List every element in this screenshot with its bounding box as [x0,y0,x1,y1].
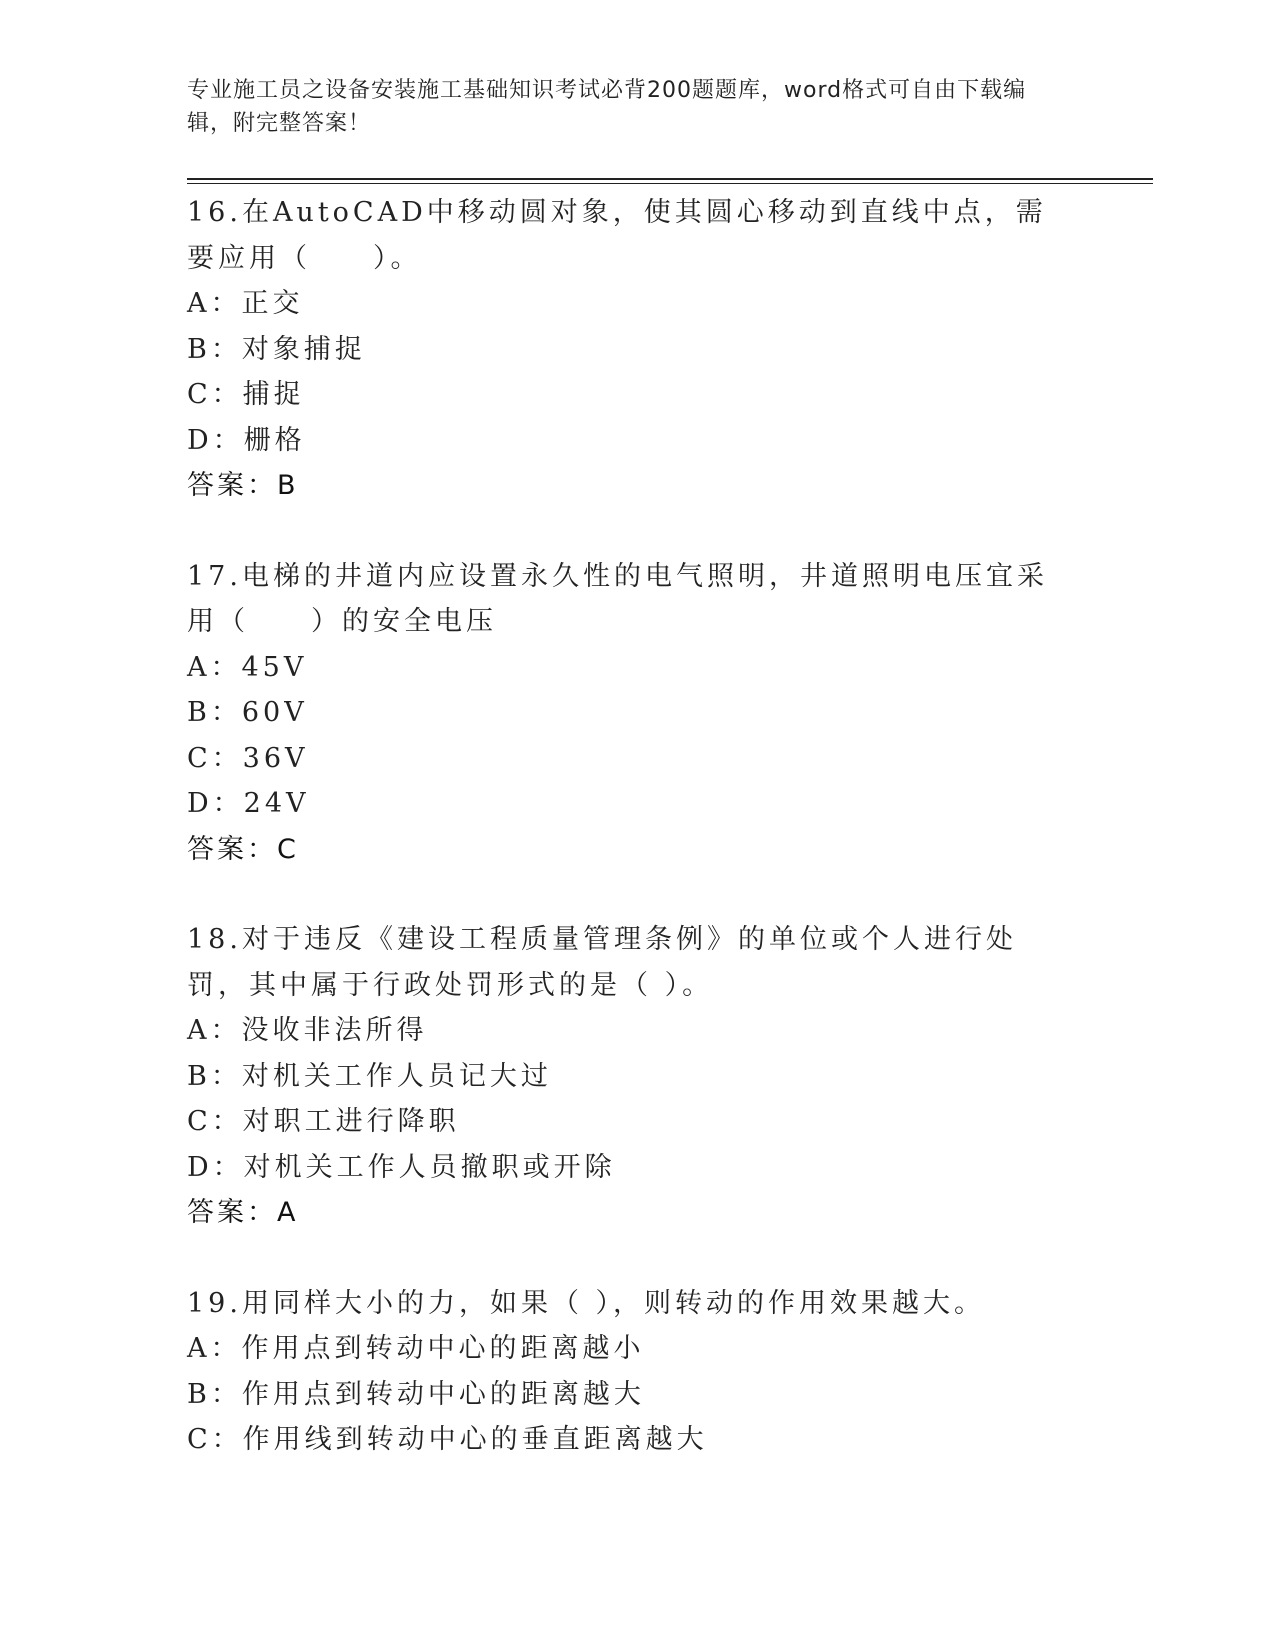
option-d [187,1145,1087,1191]
option-letter: A： [187,651,242,683]
option-text: 36V [242,742,309,774]
option-a [187,1326,1087,1372]
option-a [187,645,1087,691]
option-d [187,781,1087,827]
option-text: 对职工进行降职 [242,1106,460,1137]
option-text: 正交 [241,288,304,319]
option-d [187,418,1087,464]
option-b [187,327,1087,373]
question-text: 18.对于违反《建设工程质量管理条例》的单位或个人进行处罚，其中属于行政处罚形式的是（ ）。 [187,924,1017,1001]
option-c [187,372,1087,418]
option-text: 作用点到转动中心的距离越大 [241,1378,645,1410]
answer-line: 答案：B [187,470,299,501]
question-text: 17.电梯的井道内应设置永久性的电气照明，井道照明电压宜采用（ ）的安全电压 [187,560,1048,637]
question-16 [187,190,1087,509]
option-letter: A： [187,288,242,319]
option-b [187,1054,1087,1100]
option-text: 对象捕捉 [241,333,366,365]
option-text: 没收非法所得 [241,1015,428,1046]
option-text: 对机关工作人员记大过 [241,1060,552,1092]
option-letter: C： [187,742,243,774]
option-letter: B： [187,1060,242,1092]
option-letter: D： [187,788,244,819]
option-a [187,281,1087,327]
option-text: 栅格 [243,424,306,456]
option-letter: D： [187,1151,244,1183]
option-c [187,1099,1087,1145]
option-letter: C： [187,1106,243,1137]
question-17 [187,554,1087,873]
option-text: 60V [241,697,308,728]
option-letter: C： [187,1424,243,1455]
header-rule-top [187,178,1153,180]
question-list [187,190,1087,1508]
option-text: 作用点到转动中心的距离越小 [241,1333,645,1364]
question-text: 16.在AutoCAD中移动圆对象，使其圆心移动到直线中点，需要应用（ ）。 [187,197,1047,274]
answer-line: 答案：A [187,1197,299,1228]
option-text: 对机关工作人员撤职或开除 [243,1151,616,1183]
option-letter: B： [187,697,242,728]
answer-line: 答案：C [187,833,299,865]
question-19 [187,1281,1087,1463]
question-18 [187,917,1087,1236]
option-b [187,1372,1087,1418]
header-rule-bottom [187,183,1153,184]
option-letter: C： [187,379,243,410]
option-text: 捕捉 [242,379,305,410]
option-text: 45V [241,651,308,683]
option-letter: D： [187,424,244,456]
option-text: 24V [243,788,310,819]
option-letter: A： [187,1333,242,1364]
option-c [187,736,1087,782]
option-b [187,690,1087,736]
option-letter: B： [187,1378,242,1410]
option-a [187,1008,1087,1054]
option-c [187,1417,1087,1463]
option-text: 作用线到转动中心的垂直距离越大 [242,1424,708,1455]
page-header-title: 专业施工员之设备安装施工基础知识考试必背200题题库，word格式可自由下载编辑，附完整答案！ [187,78,1027,136]
option-letter: B： [187,333,242,365]
option-letter: A： [187,1015,242,1046]
question-text: 19.用同样大小的力，如果（ ），则转动的作用效果越大。 [187,1287,986,1319]
